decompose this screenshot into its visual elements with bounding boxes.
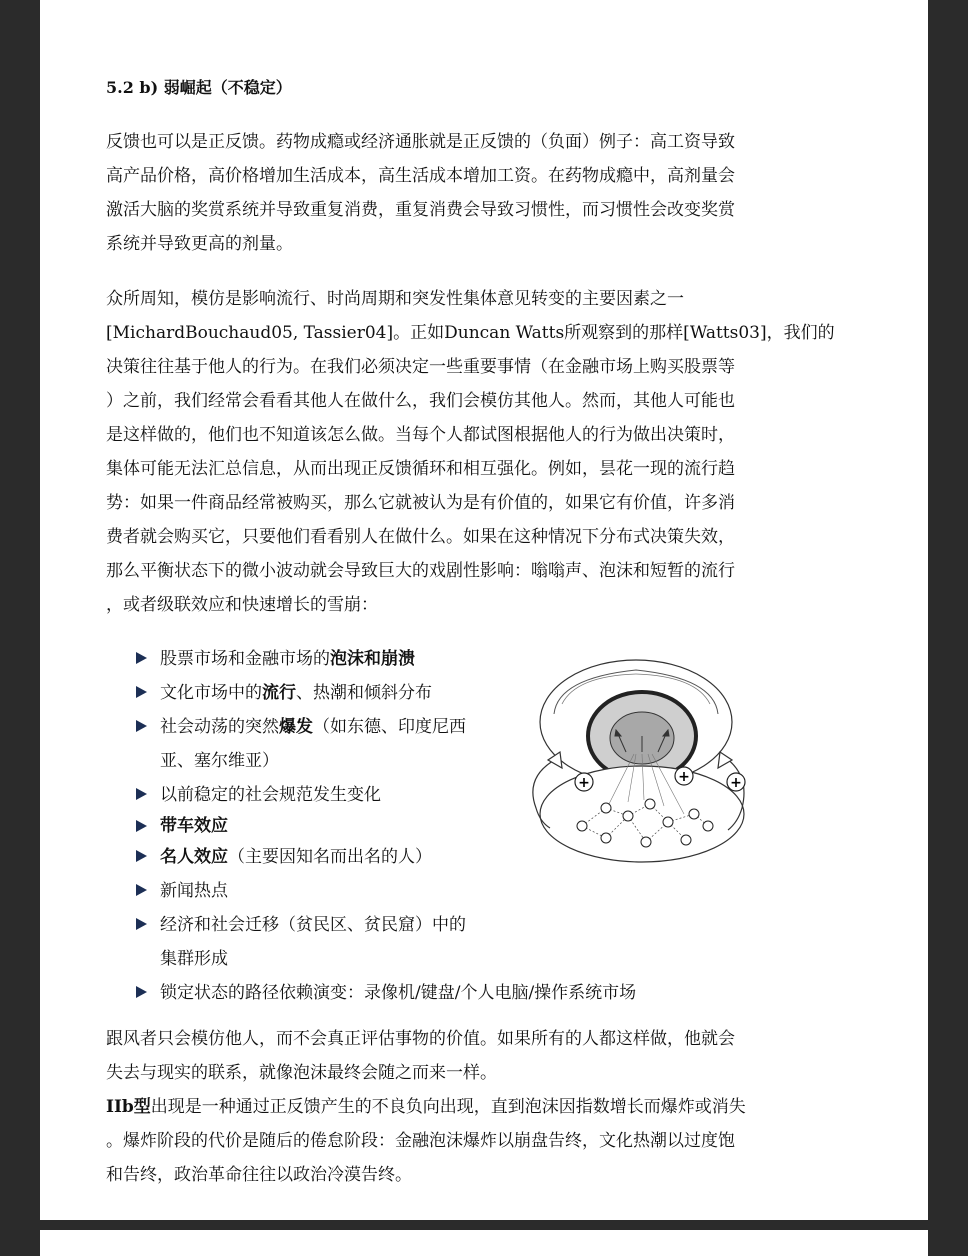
item-text: 集群形成 xyxy=(160,949,228,969)
text-run: 出现是一种通过正反馈产生的不良负向出现，直到泡沫因指数增长而爆炸或消失 xyxy=(150,1097,746,1117)
paragraph-followers xyxy=(106,1022,786,1090)
text-line: 跟风者只会模仿他人，而不会真正评估事物的价值。如果所有的人都这样做，他就会 xyxy=(106,1029,735,1049)
list-item xyxy=(136,710,556,778)
bold-term: IIb型 xyxy=(106,1097,151,1117)
next-page-edge xyxy=(40,1230,928,1256)
network-ellipse xyxy=(540,766,744,862)
text-line: ，或者级联效应和快速增长的雪崩： xyxy=(106,595,378,615)
paragraph-positive-feedback xyxy=(106,125,786,261)
text-line: ）之前，我们经常会看看其他人在做什么，我们会模仿其他人。然而，其他人可能也 xyxy=(106,391,735,411)
item-bold-text: 爆发 xyxy=(279,717,313,737)
list-item xyxy=(136,908,556,976)
item-text: （如东德、印度尼西 xyxy=(313,717,466,737)
item-text: 以前稳定的社会规范发生变化 xyxy=(160,785,381,805)
text-line: 集体可能无法汇总信息，从而出现正反馈循环和相互强化。例如，昙花一现的流行趋 xyxy=(106,459,735,479)
list-item xyxy=(136,778,556,812)
text-line: 和告终，政治革命往往以政治冷漠告终。 xyxy=(106,1165,412,1185)
triangle-bullet-icon xyxy=(136,884,147,896)
paragraph-imitation xyxy=(106,282,835,622)
text-line: 系统并导致更高的剂量。 xyxy=(106,234,293,254)
text-line: 反馈也可以是正反馈。药物成瘾或经济通胀就是正反馈的（负面）例子：高工资导致 xyxy=(106,132,735,152)
list-item xyxy=(136,676,556,710)
plus-icon: + xyxy=(730,775,742,791)
text-line: 那么平衡状态下的微小波动就会导致巨大的戏剧性影响：嗡嗡声、泡沫和短暂的流行 xyxy=(106,561,735,581)
item-text: 社会动荡的突然 xyxy=(160,717,279,737)
text-line: 势：如果一件商品经常被购买，那么它就被认为是有价值的，如果它有价值，许多消 xyxy=(106,493,735,513)
item-text: 股票市场和金融市场的 xyxy=(160,649,330,669)
feedback-loop-diagram xyxy=(518,656,754,866)
list-item xyxy=(136,976,637,1010)
text-line: 。爆炸阶段的代价是随后的倦怠阶段：金融泡沫爆炸以崩盘告终，文化热潮以过度饱 xyxy=(106,1131,735,1151)
triangle-bullet-icon xyxy=(136,820,147,832)
text-line xyxy=(106,1090,786,1124)
text-line: 激活大脑的奖赏系统并导致重复消费，重复消费会导致习惯性，而习惯性会改变奖赏 xyxy=(106,200,735,220)
list-item xyxy=(136,812,556,840)
item-bold-text: 泡沫和崩溃 xyxy=(330,649,415,669)
item-text: 经济和社会迁移（贫民区、贫民窟）中的 xyxy=(160,915,466,935)
item-text: 锁定状态的路径依赖演变：录像机/键盘/个人电脑/操作系统市场 xyxy=(160,983,637,1003)
triangle-bullet-icon xyxy=(136,918,147,930)
item-text: 新闻热点 xyxy=(160,881,228,901)
list-item xyxy=(136,642,556,676)
item-text: 、热潮和倾斜分布 xyxy=(296,683,432,703)
triangle-bullet-icon xyxy=(136,720,147,732)
triangle-bullet-icon xyxy=(136,788,147,800)
item-bold-text: 带车效应 xyxy=(160,816,228,836)
text-line: 失去与现实的联系，就像泡沫最终会随之而来一样。 xyxy=(106,1063,497,1083)
list-item xyxy=(136,874,556,908)
list-item xyxy=(136,840,556,874)
item-bold-text: 流行 xyxy=(262,683,296,703)
triangle-bullet-icon xyxy=(136,986,147,998)
plus-icon: + xyxy=(578,775,590,791)
examples-list xyxy=(136,642,637,1010)
text-line: 高产品价格，高价格增加生活成本，高生活成本增加工资。在药物成瘾中，高剂量会 xyxy=(106,166,735,186)
item-bold-text: 名人效应 xyxy=(160,847,228,867)
text-line: 决策往往基于他人的行为。在我们必须决定一些重要事情（在金融市场上购买股票等 xyxy=(106,357,735,377)
text-line: 是这样做的，他们也不知道该怎么做。当每个人都试图根据他人的行为做出决策时， xyxy=(106,425,735,445)
text-line: 费者就会购买它，只要他们看看别人在做什么。如果在这种情况下分布式决策失效， xyxy=(106,527,735,547)
triangle-bullet-icon xyxy=(136,850,147,862)
plus-icon: + xyxy=(678,769,690,785)
item-text: 文化市场中的 xyxy=(160,683,262,703)
section-heading: 5.2 b) 弱崛起（不稳定） xyxy=(106,78,292,97)
triangle-bullet-icon xyxy=(136,652,147,664)
text-line: [MichardBouchaud05, Tassier04]。正如Duncan Watts所观察到的那样[Watts03]，我们的 xyxy=(106,323,835,343)
item-text: 亚、塞尔维亚） xyxy=(160,751,279,771)
text-line: 众所周知，模仿是影响流行、时尚周期和突发性集体意见转变的主要因素之一 xyxy=(106,289,684,309)
item-text: （主要因知名而出名的人） xyxy=(228,847,432,867)
triangle-bullet-icon xyxy=(136,686,147,698)
paragraph-type-iib xyxy=(106,1090,786,1192)
